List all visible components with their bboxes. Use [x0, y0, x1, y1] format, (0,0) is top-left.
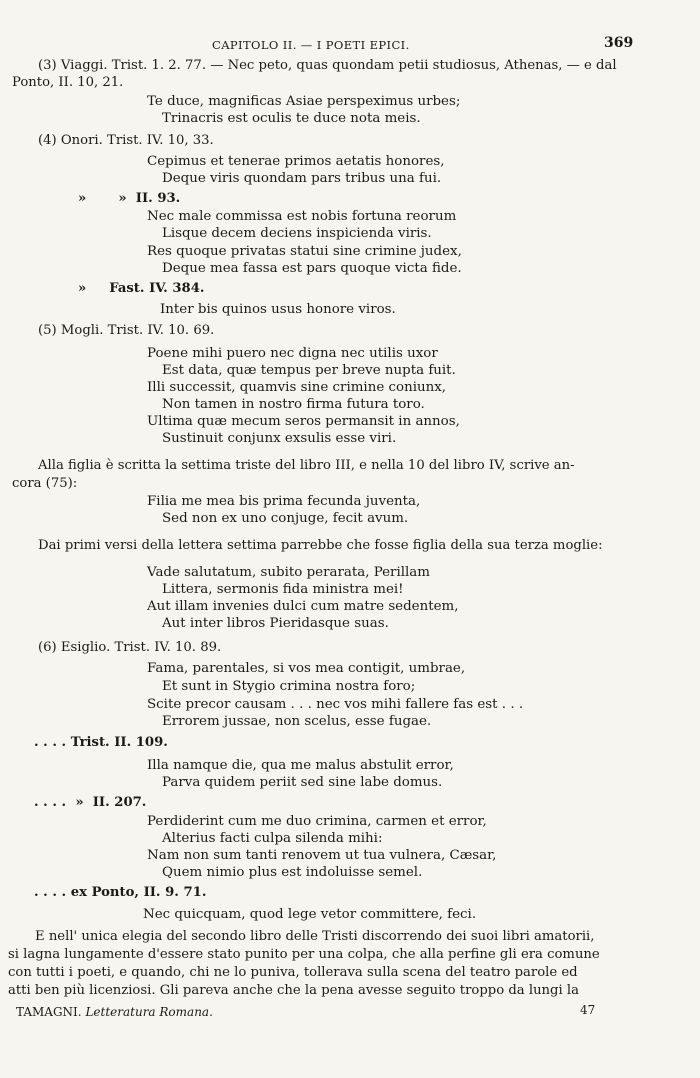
note-travel-ref-cont: Ponto, II. 10, 21. [12, 75, 124, 90]
note-travel-ref: (3) Viaggi. Trist. 1. 2. 77. — Nec peto, quas quondam petii studiosus, Athenas, — e dal [38, 58, 617, 73]
verse-line: Littera, sermonis fida ministra mei! [162, 582, 404, 597]
verse-line: Illa namque die, qua me malus abstulit error, [147, 758, 454, 773]
verse-line: Filia me mea bis prima fecunda juventa, [147, 494, 421, 509]
verse-line: Et sunt in Stygio crimina nostra foro; [162, 679, 416, 694]
prose-line: si lagna lungamente d'essere stato punito per una colpa, che alla perfine gli era comune [8, 947, 600, 962]
verse-line: Res quoque privatas statui sine crimine judex, [147, 244, 462, 259]
verse-line: Poene mihi puero nec digna nec utilis uxor [147, 346, 438, 361]
verse-line: Aut inter libros Pieridasque suas. [162, 616, 389, 631]
prose-line: cora (75): [12, 476, 78, 491]
verse-line: Nam non sum tanti renovem ut tua vulnera, Cæsar, [147, 848, 497, 863]
verse-line: Alterius facti culpa silenda mihi: [162, 831, 383, 846]
prose-line: Alla figlia è scritta la settima triste del libro III, e nella 10 del libro IV, scrive an- [38, 458, 575, 473]
prose-line: E nell' unica elegia del secondo libro delle Tristi discorrendo dei suoi libri amatorii, [35, 929, 595, 944]
verse-line: Aut illam invenies dulci cum matre sedentem, [147, 599, 459, 614]
verse-line: Deque mea fassa est pars quoque victa fide. [162, 261, 462, 276]
verse-line: Deque viris quondam pars tribus una fui. [162, 171, 442, 186]
prose-line: con tutti i poeti, e quando, chi ne lo puniva, tollerava sulla scena del teatro parole ed [8, 965, 578, 980]
verse-line: Illi successit, quamvis sine crimine coniunx, [147, 380, 447, 395]
prose-line: atti ben più licenziosi. Gli pareva anche che la pena avesse seguito troppo da lungi la [8, 983, 579, 998]
verse-line: Inter bis quinos usus honore viros. [160, 302, 396, 317]
footer-citation [16, 1004, 213, 1020]
verse-line: Sustinuit conjunx exsulis esse viri. [162, 431, 397, 446]
verse-line: Fama, parentales, si vos mea contigit, umbrae, [147, 661, 466, 676]
verse-line: Nec male commissa est nobis fortuna reorum [147, 209, 457, 224]
note-honors-ref: (4) Onori. Trist. IV. 10, 33. [38, 133, 214, 148]
verse-line: Est data, quæ tempus per breve nupta fuit. [162, 363, 456, 378]
verse-line: Te duce, magnificas Asiae perspeximus urbes; [147, 94, 461, 109]
verse-line: Non tamen in nostro firma futura toro. [162, 397, 425, 412]
verse-line: Lisque decem deciens inspicienda viris. [162, 226, 432, 241]
note-exile-ref: (6) Esiglio. Trist. IV. 10. 89. [38, 640, 222, 655]
footer-author: TAMAGNI. [16, 1005, 82, 1019]
ditto-ref: . . . . ex Ponto, II. 9. 71. [34, 885, 207, 900]
prose-line: Dai primi versi della lettera settima parrebbe che fosse figlia della sua terza moglie: [38, 538, 603, 553]
page-number: 369 [604, 35, 634, 51]
running-header: CAPITOLO II. — I POETI EPICI. [212, 38, 410, 52]
verse-line: Ultima quæ mecum seros permansit in annos, [147, 414, 460, 429]
verse-line: Trinacris est oculis te duce nota meis. [162, 111, 421, 126]
verse-line: Cepimus et tenerae primos aetatis honores, [147, 154, 445, 169]
signature-mark: 47 [580, 1003, 596, 1017]
verse-line: Errorem jussae, non scelus, esse fugae. [162, 714, 432, 729]
verse-line: Vade salutatum, subito perarata, Perillam [147, 565, 430, 580]
ditto-ref: » » II. 93. [78, 191, 181, 206]
ditto-ref: . . . . Trist. II. 109. [34, 735, 168, 750]
verse-line: Nec quicquam, quod lege vetor committere, feci. [143, 907, 477, 922]
footer-work: Letteratura Romana. [85, 1005, 213, 1019]
verse-line: Quem nimio plus est indoluisse semel. [162, 865, 423, 880]
verse-line: Parva quidem periit sed sine labe domus. [162, 775, 443, 790]
verse-line: Perdiderint cum me duo crimina, carmen et error, [147, 814, 487, 829]
note-wives-ref: (5) Mogli. Trist. IV. 10. 69. [38, 323, 215, 338]
verse-line: Sed non ex uno conjuge, fecit avum. [162, 511, 409, 526]
ditto-ref: » Fast. IV. 384. [78, 281, 205, 296]
verse-line: Scite precor causam . . . nec vos mihi fallere fas est . . . [147, 697, 524, 712]
ditto-ref: . . . . » II. 207. [34, 795, 147, 810]
